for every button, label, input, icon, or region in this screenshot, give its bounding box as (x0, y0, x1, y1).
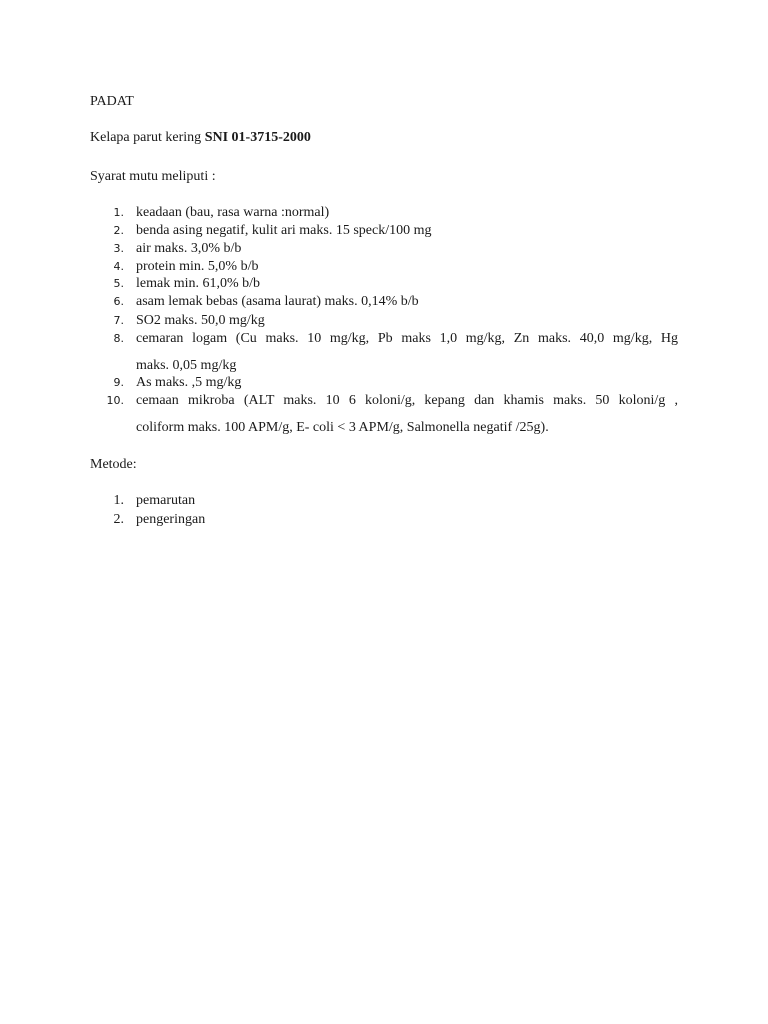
list-item-number: 1. (113, 206, 124, 219)
list-item-continuation: maks. 0,05 mg/kg (136, 358, 237, 373)
quality-requirements-intro: Syarat mutu meliputi : (90, 169, 216, 184)
method-heading: Metode: (90, 457, 137, 472)
list-item-text: cemaran logam (Cu maks. 10 mg/kg, Pb maks 1,0 mg/kg, Zn maks. 40,0 mg/kg, Hg (136, 331, 678, 346)
list-item-text: pemarutan (136, 493, 196, 508)
list-item-text: keadaan (bau, rasa warna :normal) (136, 205, 330, 220)
list-item-number: 1. (113, 493, 124, 508)
list-item-number: 9. (113, 376, 124, 389)
product-name: Kelapa parut kering (90, 130, 205, 145)
list-item-text: asam lemak bebas (asama laurat) maks. 0,14% b/b (136, 294, 419, 309)
list-item-number: 3. (113, 242, 124, 255)
list-item-text: lemak min. 61,0% b/b (136, 276, 261, 291)
list-item-number: 8. (113, 332, 124, 345)
list-item-text: SO2 maks. 50,0 mg/kg (136, 313, 265, 328)
list-item-number: 4. (113, 260, 124, 273)
list-item-number: 6. (113, 295, 124, 308)
list-item-number: 10. (106, 394, 124, 407)
list-item-number: 5. (113, 277, 124, 290)
list-item-number: 7. (113, 314, 124, 327)
list-item-text: air maks. 3,0% b/b (136, 241, 242, 256)
list-item-text: benda asing negatif, kulit ari maks. 15 speck/100 mg (136, 223, 432, 238)
list-item-text: cemaan mikroba (ALT maks. 10 6 koloni/g, kepang dan khamis maks. 50 koloni/g , (136, 393, 678, 408)
product-line (90, 129, 311, 147)
list-item-number: 2. (113, 512, 124, 527)
document-heading: PADAT (90, 94, 134, 109)
list-item-text: protein min. 5,0% b/b (136, 259, 259, 274)
list-item-number: 2. (113, 224, 124, 237)
list-item-continuation: coliform maks. 100 APM/g, E- coli < 3 APM/g, Salmonella negatif /25g). (136, 420, 549, 435)
list-item-text: pengeringan (136, 512, 206, 527)
product-standard: SNI 01-3715-2000 (204, 130, 311, 145)
list-item-text: As maks. ,5 mg/kg (136, 375, 242, 390)
